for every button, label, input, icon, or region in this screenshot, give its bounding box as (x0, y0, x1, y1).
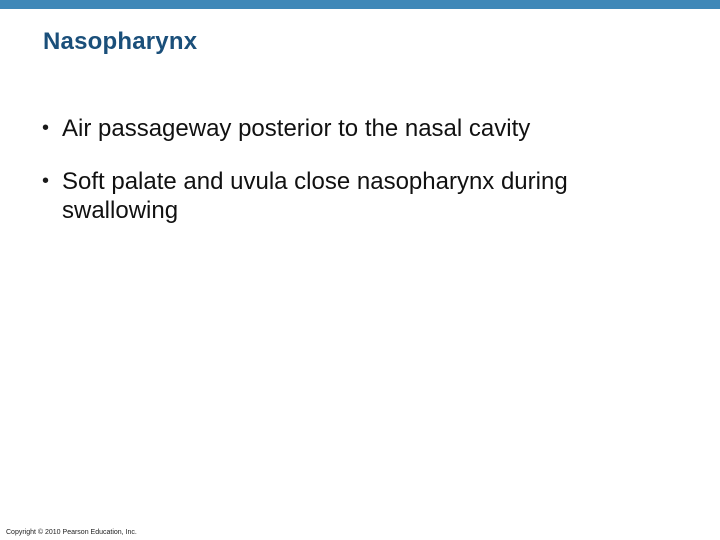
bullet-icon: • (42, 117, 50, 139)
bullet-item (38, 114, 688, 143)
top-accent-bar (0, 0, 720, 9)
bullet-list (38, 114, 688, 249)
slide-title: Nasopharynx (43, 28, 198, 55)
bullet-item (38, 167, 688, 225)
copyright-text: Copyright © 2010 Pearson Education, Inc. (6, 529, 137, 536)
bullet-text: Soft palate and uvula close nasopharynx during swallowing (62, 168, 568, 224)
bullet-text: Air passageway posterior to the nasal cavity (62, 115, 531, 142)
bullet-icon: • (42, 170, 50, 192)
